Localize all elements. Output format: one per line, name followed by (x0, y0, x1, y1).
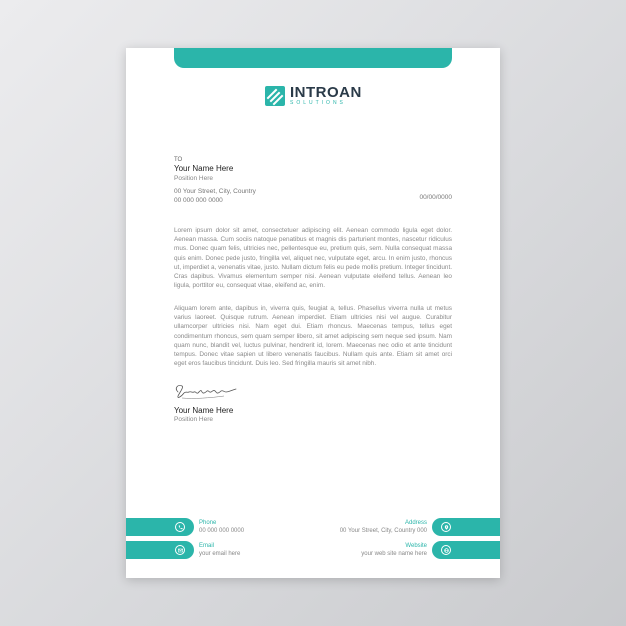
website-bar (432, 541, 500, 559)
to-label: TO (174, 157, 183, 163)
company-logo (265, 86, 362, 106)
address-bar (432, 518, 500, 536)
globe-icon (441, 545, 451, 555)
letter-date: 00/00/0000 (419, 194, 452, 201)
address-label: Address (404, 520, 427, 526)
handwritten-signature (172, 378, 242, 402)
phone-bar (126, 518, 194, 536)
recipient-address: 00 Your Street, City, Country (174, 188, 256, 195)
email-value: your email here (199, 551, 241, 557)
signer-position: Position Here (174, 416, 214, 423)
letterhead-page (126, 48, 500, 578)
header-accent-tab (174, 48, 452, 68)
body-paragraph-2: Aliquam lorem ante, dapibus in, viverra quis, feugiat a, tellus. Phasellus viverra nulla ut metus varius laoreet. Quisque rutrum. Aenean imperdiet. Etiam ultricies nisi vel augue. Curabitur ullamcorper ultricies nisi. Nam eget dui. Etiam rhoncus. Maecenas tempus, tellus eget condimentum rhoncus, sem quam semper libero, sit amet adipiscing sem neque sed ipsum. Nam quam nunc, blandit vel, luctus pulvinar, hendrerit id, lorem. Maecenas nec odio et ante tincidunt tempus. Donec vitae sapien ut libero venenatis faucibus. Nullam quis ante. Etiam sit amet orci eget eros faucibus tincidunt. Duis leo. Sed fringilla mauris sit amet nibh. (174, 305, 452, 368)
website-label: Website (405, 543, 427, 549)
phone-label: Phone (199, 520, 217, 526)
logo-text (290, 86, 362, 106)
location-pin-icon (441, 522, 451, 532)
recipient-block (174, 156, 256, 205)
recipient-name: Your Name Here (174, 164, 234, 173)
email-bar (126, 541, 194, 559)
email-label: Email (199, 543, 215, 549)
body-paragraph-1: Lorem ipsum dolor sit amet, consectetuer adipiscing elit. Aenean commodo ligula eget dolor. Aenean massa. Cum sociis natoque penatibus et magnis dis parturient montes, nascetur ridiculus mus. Donec quam felis, ultricies nec, pellentesque eu, pretium quis, sem. Nulla consequat massa quis enim. Donec pede justo, fringilla vel, aliquet nec, vulputate eget, arcu. In enim justo, rhoncus ut, imperdiet a, venenatis vitae, justo. Nullam dictum felis eu pede mollis pretium. Integer tincidunt. Cras dapibus. Vivamus elementum semper nisi. Aenean vulputate eleifend tellus. Aenean leo ligula, porttitor eu, consequat vitae, eleifend ac, enim. (174, 227, 452, 290)
address-value: 00 Your Street, City, Country 000 (339, 528, 427, 534)
recipient-phone: 00 000 000 0000 (174, 197, 223, 204)
diagonal-stripes-square-icon (265, 86, 285, 106)
phone-icon (175, 522, 185, 532)
recipient-position: Position Here (174, 175, 214, 182)
phone-value: 00 000 000 0000 (199, 528, 245, 534)
company-tagline: SOLUTIONS (290, 100, 346, 106)
company-name: INTROAN (290, 84, 362, 101)
email-icon (175, 545, 185, 555)
signer-name: Your Name Here (174, 406, 234, 415)
website-value: your web site name here (361, 551, 427, 557)
